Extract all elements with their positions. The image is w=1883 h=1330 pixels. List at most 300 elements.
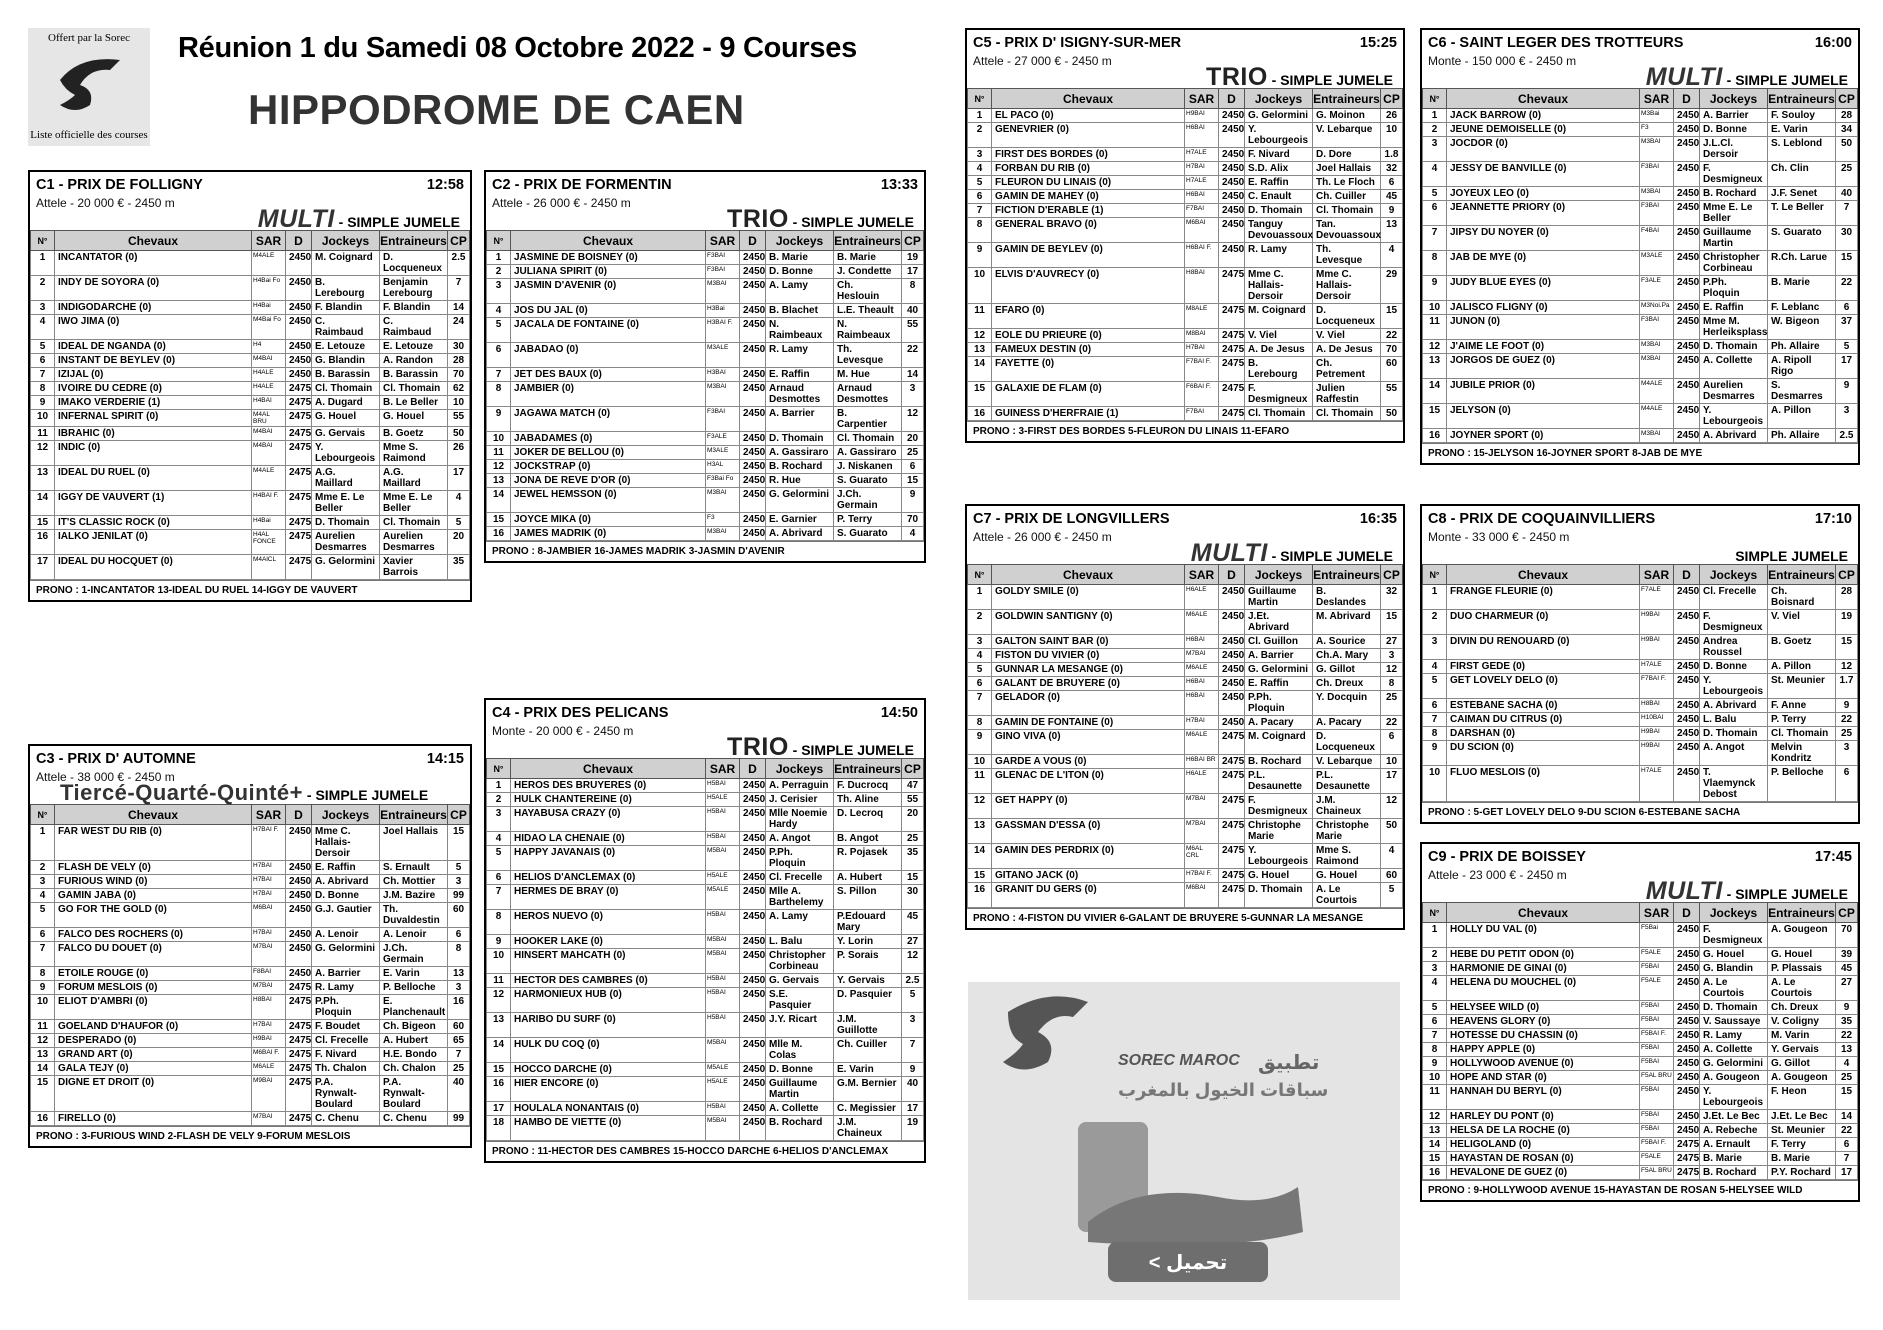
distance: 2475 [286,396,312,410]
table-row [487,368,924,382]
bet-types [967,63,1403,91]
runner-number: 7 [1423,226,1447,251]
horse-name: INDIC (0) [55,441,252,466]
trainer: G. Houel [1313,869,1381,883]
sar-code: H6BAI [1185,635,1219,649]
jockey: A. Barrier [766,407,834,432]
distance: 2450 [1674,948,1700,962]
horse-name: IALKO JENILAT (0) [55,530,252,555]
cote: 32 [1381,585,1403,610]
jockey: P.A. Rynwalt-Boulard [312,1076,380,1112]
trainer: Cl. Thomain [834,432,902,446]
trainer: V. Viel [1313,329,1381,343]
trainer: V. Lebarque [1313,123,1381,148]
table-row [1423,251,1858,276]
col-trainer-header: Entraineurs [834,231,902,251]
jockey: A. Perraguin [766,779,834,793]
sar-code: M4Bai Fo [252,315,286,340]
cote: 15 [902,871,924,885]
trainer: S. Pillon [834,885,902,910]
horse-name: JACALA DE FONTAINE (0) [511,318,706,343]
race-title: C5 - PRIX D' ISIGNY-SUR-MER [973,35,1182,51]
horse-name: JUBILE PRIOR (0) [1447,379,1640,404]
horse-name: HEROS NUEVO (0) [511,910,706,935]
trainer: C. Raimbaud [380,315,448,340]
runner-number: 3 [31,301,55,315]
table-row [968,148,1403,162]
runner-number: 11 [487,446,511,460]
distance: 2450 [286,251,312,276]
horse-name: EFARO (0) [992,304,1185,329]
horse-name: GOELAND D'HAUFOR (0) [55,1020,252,1034]
trainer: P. Terry [834,513,902,527]
sar-code: M4AlCL [252,555,286,580]
bet-secondary: SIMPLE JUMELE [1735,548,1848,564]
jockey: G. Gelormini [1700,1057,1768,1071]
horse-name: GO FOR THE GOLD (0) [55,903,252,928]
sar-code: H3BAI [706,368,740,382]
horse-name: JEWEL HEMSSON (0) [511,488,706,513]
runner-number: 5 [1423,674,1447,699]
cote: 60 [1381,357,1403,382]
sar-code: M5ALE [706,1063,740,1077]
trainer: G. Gillot [1313,663,1381,677]
bet-main: MULTI [257,205,335,233]
horse-name: FISTON DU VIVIER (0) [992,649,1185,663]
runner-number: 13 [487,1013,511,1038]
trainer: F. Anne [1768,699,1836,713]
table-header-row [31,231,470,251]
distance: 2450 [1674,635,1700,660]
jockey: D. Bonne [1700,123,1768,137]
distance: 2475 [1219,755,1245,769]
cote: 40 [1836,187,1858,201]
col-number-header: N° [968,565,992,585]
sar-code: M9BAI [252,1076,286,1112]
distance: 2475 [1219,844,1245,869]
cote: 50 [448,427,470,441]
col-jockey-header: Jockeys [312,231,380,251]
distance: 2450 [286,368,312,382]
jockey: Th. Chalon [312,1062,380,1076]
cote: 55 [448,410,470,427]
cote: 55 [1381,382,1403,407]
trainer: Christophe Marie [1313,819,1381,844]
runner-number: 14 [968,357,992,382]
horse-head-icon [50,50,130,120]
trainer: P.Edouard Mary [834,910,902,935]
horse-name: GENERAL BRAVO (0) [992,218,1185,243]
runner-number: 16 [487,1077,511,1102]
trainer: S. Guarato [834,527,902,541]
runner-number: 4 [1423,660,1447,674]
cote: 4 [902,527,924,541]
race-card-c5 [965,28,1405,443]
distance: 2450 [740,488,766,513]
cote: 22 [1836,1029,1858,1043]
jockey: Guillaume Martin [1700,226,1768,251]
cote: 35 [448,555,470,580]
horse-name: FAYETTE (0) [992,357,1185,382]
bet-types [486,733,924,761]
jockey: A. Abrivard [312,875,380,889]
distance: 2475 [286,1112,312,1126]
sar-code: F7BAI [1185,204,1219,218]
sar-code: H7BAI [252,1020,286,1034]
cote: 22 [1836,713,1858,727]
jockey: J.Et. Abrivard [1245,610,1313,635]
cote: 22 [902,343,924,368]
cote: 70 [448,368,470,382]
trainer: Th. Aline [834,793,902,807]
horse-name: HEAVENS GLORY (0) [1447,1015,1640,1029]
horse-name: JAMBIER (0) [511,382,706,407]
horse-name: FICTION D'ERABLE (1) [992,204,1185,218]
distance: 2450 [286,942,312,967]
distance: 2475 [1219,869,1245,883]
runner-number: 2 [31,861,55,875]
sar-code: M7BAI [252,1112,286,1126]
sar-code: H7BAI [1185,716,1219,730]
jockey: D. Thomain [766,432,834,446]
table-row [31,340,470,354]
race-header [30,746,470,767]
sar-code: F7ALE [1640,585,1674,610]
jockey: E. Raffin [1245,176,1313,190]
col-jockey-header: Jockeys [1700,565,1768,585]
distance: 2450 [286,903,312,928]
cote: 70 [1836,923,1858,948]
trainer: H.E. Bondo [380,1048,448,1062]
table-row [487,910,924,935]
table-row [1423,660,1858,674]
cote: 4 [448,491,470,516]
trainer: Aurelien Desmarres [380,530,448,555]
race-header [1422,30,1858,51]
trainer: B. Marie [1768,1152,1836,1166]
jockey: D. Thomain [1245,883,1313,908]
distance: 2475 [1219,407,1245,421]
distance: 2450 [740,974,766,988]
trainer: Ch. Mottier [380,875,448,889]
col-jockey-header: Jockeys [312,805,380,825]
jockey: A. Barrier [312,967,380,981]
cote: 39 [1836,948,1858,962]
trainer: J.M. Chaineux [1313,794,1381,819]
distance: 2450 [1674,429,1700,443]
table-row [487,446,924,460]
cote: 22 [1836,276,1858,301]
table-row [31,1076,470,1112]
horse-name: JOKER DE BELLOU (0) [511,446,706,460]
sar-code: M4BAI [252,441,286,466]
cote: 20 [448,530,470,555]
trainer: S. Guarato [834,474,902,488]
table-row [31,382,470,396]
sorec-ad-banner[interactable] [968,982,1400,1300]
sar-code: F3BAI [706,265,740,279]
horse-name: GALANT DE BRUYERE (0) [992,677,1185,691]
trainer: Cl. Thomain [1313,204,1381,218]
bet-main: Tiercé-Quarté-Quinté+ [60,780,303,805]
trainer: A. Le Courtois [1313,883,1381,908]
jockey: D. Thomain [1700,1001,1768,1015]
jockey: Arnaud Desmottes [766,382,834,407]
horse-name: JUNON (0) [1447,315,1640,340]
horse-name: FIRST DES BORDES (0) [992,148,1185,162]
col-distance-header: D [740,759,766,779]
runner-number: 3 [1423,137,1447,162]
prono-line: PRONO : 4-FISTON DU VIVIER 6-GALANT DE BRUYERE 5-GUNNAR LA MESANGE [967,908,1403,928]
trainer: P. Belloche [380,981,448,995]
cote: 15 [1381,304,1403,329]
jockey: F. Desmigneux [1700,162,1768,187]
cote: 25 [902,446,924,460]
jockey: J.L.Cl. Dersoir [1700,137,1768,162]
trainer: B. Goetz [380,427,448,441]
runner-number: 9 [31,396,55,410]
cote: 10 [1381,755,1403,769]
col-cp-header: CP [1836,903,1858,923]
trainer: Arnaud Desmottes [834,382,902,407]
cote: 3 [902,1013,924,1038]
distance: 2450 [1674,162,1700,187]
cote: 15 [1836,251,1858,276]
table-row [487,1063,924,1077]
cote: 25 [1836,162,1858,187]
sar-code: H7BAI [252,861,286,875]
cote: 17 [1836,1166,1858,1180]
runner-number: 12 [1423,340,1447,354]
race-title: C8 - PRIX DE COQUAINVILLIERS [1428,511,1656,527]
distance: 2450 [1674,354,1700,379]
race-card-c8 [1420,504,1860,824]
jockey: F. Nivard [312,1048,380,1062]
table-row [1423,674,1858,699]
runners-table [967,88,1403,421]
jockey: Cl. Frecelle [766,871,834,885]
horse-name: JOYCE MIKA (0) [511,513,706,527]
runner-number: 1 [1423,923,1447,948]
cote: 1.8 [1381,148,1403,162]
sar-code: H4BAI F. [252,491,286,516]
jockey: G. Blandin [312,354,380,368]
trainer: Ch. Dreux [1313,677,1381,691]
runner-number: 9 [1423,1057,1447,1071]
table-header-row [1423,89,1858,109]
horse-name: HAYABUSA CRAZY (0) [511,807,706,832]
runner-number: 10 [968,755,992,769]
distance: 2450 [740,265,766,279]
distance: 2450 [740,304,766,318]
sar-code: F3BAI [706,407,740,432]
runner-number: 1 [968,109,992,123]
table-row [31,1112,470,1126]
horse-name: HELENA DU MOUCHEL (0) [1447,976,1640,1001]
trainer: Mme S. Raimond [1313,844,1381,869]
cote: 25 [1836,727,1858,741]
trainer: J. Condette [834,265,902,279]
jockey: Cl. Guillon [1245,635,1313,649]
runners-table [486,758,924,1141]
table-row [487,871,924,885]
cote: 14 [902,368,924,382]
horse-name: GALAXIE DE FLAM (0) [992,382,1185,407]
horse-name: JACK BARROW (0) [1447,109,1640,123]
col-cp-header: CP [448,231,470,251]
cote: 19 [1836,610,1858,635]
col-jockey-header: Jockeys [1700,903,1768,923]
cote: 19 [902,251,924,265]
runners-table [967,564,1403,908]
horse-name: J'AIME LE FOOT (0) [1447,340,1640,354]
distance: 2450 [1674,315,1700,340]
distance: 2450 [1674,1057,1700,1071]
distance: 2450 [1674,674,1700,699]
horse-name: HOOKER LAKE (0) [511,935,706,949]
col-sar-header: SAR [1185,89,1219,109]
runner-number: 2 [1423,610,1447,635]
runner-number: 17 [31,555,55,580]
race-time: 14:15 [426,751,464,767]
sar-code: M5BAI [706,846,740,871]
sar-code: H7BAI F. [252,825,286,861]
prono-line: PRONO : 8-JAMBIER 16-JAMES MADRIK 3-JASMIN D'AVENIR [486,541,924,561]
table-row [487,1077,924,1102]
runner-number: 10 [1423,766,1447,802]
runner-number: 8 [31,382,55,396]
logo-top-text: Offert par la Sorec [48,32,130,44]
runner-number: 10 [1423,1071,1447,1085]
cote: 13 [1836,1043,1858,1057]
distance: 2450 [740,279,766,304]
horse-name: CAIMAN DU CITRUS (0) [1447,713,1640,727]
horse-name: ETOILE ROUGE (0) [55,967,252,981]
distance: 2450 [740,779,766,793]
jockey: E. Raffin [1245,677,1313,691]
bet-secondary: - SIMPLE JUMELE [303,787,429,803]
table-row [487,527,924,541]
cote: 15 [448,825,470,861]
table-row [1423,109,1858,123]
distance: 2450 [1674,1124,1700,1138]
col-cp-header: CP [1836,89,1858,109]
jockey: A. Abrivard [1700,429,1768,443]
table-row [31,875,470,889]
table-row [1423,162,1858,187]
sar-code: M3BAI [706,488,740,513]
jockey: E. Raffin [1700,301,1768,315]
race-header [967,506,1403,527]
table-row [1423,923,1858,948]
runner-number: 1 [31,825,55,861]
runner-number: 14 [31,1062,55,1076]
cote: 25 [902,832,924,846]
col-number-header: N° [31,231,55,251]
distance: 2450 [740,368,766,382]
cote: 7 [1836,1152,1858,1166]
col-jockey-header: Jockeys [766,759,834,779]
sar-code: F5BAI [1640,1057,1674,1071]
col-sar-header: SAR [252,231,286,251]
trainer: M. Abrivard [1313,610,1381,635]
table-row [487,251,924,265]
trainer: Julien Raffestin [1313,382,1381,407]
horse-name: HELIOS D'ANCLEMAX (0) [511,871,706,885]
race-conditions: Attele - 20 000 € - 2450 m [36,196,175,210]
cote: 4 [1836,1057,1858,1071]
table-row [31,301,470,315]
trainer: A. Gougeon [1768,923,1836,948]
jockey: Cl. Thomain [1245,407,1313,421]
table-row [487,974,924,988]
table-row [1423,187,1858,201]
runner-number: 7 [31,368,55,382]
jockey: Y. Lebourgeois [1245,123,1313,148]
jockey: P.Ph. Ploquin [1700,276,1768,301]
cote: 2.5 [448,251,470,276]
runner-number: 12 [31,1034,55,1048]
race-header [1422,506,1858,527]
table-row [487,382,924,407]
jockey: G. Houel [312,410,380,427]
distance: 2450 [740,793,766,807]
jockey: Tanguy Devouassoux [1245,218,1313,243]
jockey: A. Angot [766,832,834,846]
distance: 2450 [1674,976,1700,1001]
cote: 6 [448,928,470,942]
table-row [1423,1110,1858,1124]
table-row [487,793,924,807]
table-row [1423,137,1858,162]
cote: 28 [1836,585,1858,610]
cote: 70 [902,513,924,527]
table-row [968,343,1403,357]
runner-number: 15 [31,1076,55,1112]
distance: 2450 [1674,1001,1700,1015]
jockey: G. Gelormini [312,555,380,580]
sar-code: H9BAI [1640,610,1674,635]
jockey: C. Chenu [312,1112,380,1126]
horse-name: HAPPY JAVANAIS (0) [511,846,706,871]
runner-number: 13 [487,474,511,488]
jockey: P.L. Desaunette [1245,769,1313,794]
col-jockey-header: Jockeys [1245,89,1313,109]
jockey: Guillaume Martin [1245,585,1313,610]
col-sar-header: SAR [1640,89,1674,109]
cote: 16 [448,995,470,1020]
col-distance-header: D [1219,89,1245,109]
jockey: F. Desmigneux [1245,794,1313,819]
cote: 14 [1836,1110,1858,1124]
table-row [1423,1015,1858,1029]
table-row [487,304,924,318]
race-title: C3 - PRIX D' AUTOMNE [36,751,196,767]
trainer: B. Marie [1768,276,1836,301]
cote: 60 [448,1020,470,1034]
distance: 2450 [1219,649,1245,663]
table-row [31,903,470,928]
horse-name: IGGY DE VAUVERT (1) [55,491,252,516]
table-row [31,354,470,368]
horse-name: JALISCO FLIGNY (0) [1447,301,1640,315]
horse-name: INSTANT DE BEYLEV (0) [55,354,252,368]
race-conditions: Monte - 33 000 € - 2450 m [1428,530,1570,544]
ad-download-button[interactable]: < تحميل [1148,1252,1228,1274]
sar-code: M6BAI [252,903,286,928]
table-row [487,779,924,793]
sar-code: H9BAI [1185,109,1219,123]
